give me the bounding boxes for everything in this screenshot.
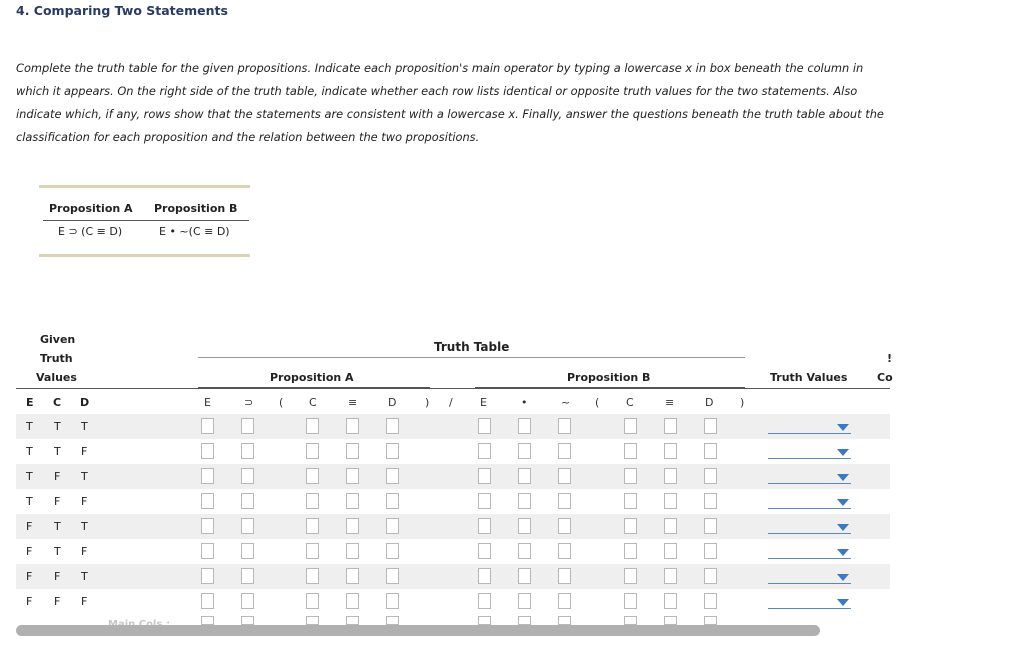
truth-value-input[interactable] <box>241 418 254 434</box>
truth-value-input[interactable] <box>558 493 571 509</box>
dropdown-arrow-icon <box>837 449 849 456</box>
truth-value-input[interactable] <box>518 468 531 484</box>
given-value-cell: T <box>26 420 33 433</box>
truth-value-input[interactable] <box>241 518 254 534</box>
prop-a-symbol: ≡ <box>348 396 358 409</box>
truth-value-input[interactable] <box>558 543 571 559</box>
truth-value-input[interactable] <box>386 568 399 584</box>
dropdown-arrow-icon <box>837 424 849 431</box>
truth-value-input[interactable] <box>518 493 531 509</box>
header-rule <box>16 388 890 389</box>
truth-value-input[interactable] <box>518 443 531 459</box>
consistent-header-top: ! <box>887 352 893 365</box>
dropdown-arrow-icon <box>837 524 849 531</box>
prop-b-symbol: ~ <box>561 396 571 409</box>
truth-value-input[interactable] <box>624 518 637 534</box>
table-row <box>16 564 890 589</box>
dropdown-arrow-icon <box>837 499 849 506</box>
truth-value-input[interactable] <box>624 443 637 459</box>
truth-value-input[interactable] <box>201 493 214 509</box>
proposition-a-label: Proposition A <box>49 202 133 215</box>
truth-value-input[interactable] <box>624 493 637 509</box>
proposition-b-formula: E • ~(C ≡ D) <box>159 225 230 238</box>
given-value-cell: T <box>26 495 33 508</box>
truth-value-input[interactable] <box>478 593 491 609</box>
prop-b-symbol: C <box>626 396 634 409</box>
prop-b-symbol: ) <box>740 396 745 409</box>
prop-b-rule <box>475 387 745 388</box>
truth-values-dropdown[interactable] <box>768 594 851 609</box>
dropdown-arrow-icon <box>837 474 849 481</box>
truth-value-input[interactable] <box>201 543 214 559</box>
horizontal-scrollbar[interactable] <box>16 625 820 636</box>
truth-value-input[interactable] <box>664 493 677 509</box>
truth-value-input[interactable] <box>664 543 677 559</box>
given-value-cell: T <box>26 470 33 483</box>
proposition-b-header: Proposition B <box>567 371 651 384</box>
table-row <box>16 439 890 464</box>
truth-value-input[interactable] <box>624 593 637 609</box>
given-label: Given <box>40 333 76 346</box>
truth-value-input[interactable] <box>558 518 571 534</box>
instructions-text: Complete the truth table for the given propositions. Indicate each proposition's main operator by typing a lowercase x in box beneath the column in which it appears. On the right side of the truth table, indicate whether each row lists identical or opposite truth values for the two statements. Also indicate which, if any, rows show that the statements are consistent with a lowercase x. Finally, answer the questions beneath the truth table about the classification for each proposition and the relation between the two propositions. <box>16 61 884 144</box>
truth-value-input[interactable] <box>478 568 491 584</box>
truth-table-title: Truth Table <box>434 340 510 354</box>
truth-value-input[interactable] <box>624 543 637 559</box>
given-value-cell: F <box>54 470 61 483</box>
truth-value-input[interactable] <box>201 518 214 534</box>
truth-values-dropdown[interactable] <box>768 444 851 459</box>
prop-b-symbol: D <box>705 396 714 409</box>
prop-a-symbol: ( <box>279 396 284 409</box>
truth-value-input[interactable] <box>346 543 359 559</box>
truth-value-input[interactable] <box>478 543 491 559</box>
truth-value-input[interactable] <box>478 493 491 509</box>
truth-value-input[interactable] <box>201 568 214 584</box>
truth-value-input[interactable] <box>346 443 359 459</box>
truth-value-input[interactable] <box>306 493 319 509</box>
truth-value-input[interactable] <box>478 418 491 434</box>
proposition-b-label: Proposition B <box>154 202 238 215</box>
given-value-cell: F <box>26 520 33 533</box>
given-value-cell: F <box>54 570 61 583</box>
truth-value-input[interactable] <box>386 493 399 509</box>
proposition-a-header: Proposition A <box>270 371 354 384</box>
truth-value-input[interactable] <box>704 518 717 534</box>
truth-value-input[interactable] <box>346 593 359 609</box>
col-c: C <box>53 396 62 409</box>
truth-value-input[interactable] <box>241 593 254 609</box>
slash-separator: / <box>449 396 453 409</box>
table-row <box>16 539 890 564</box>
truth-value-input[interactable] <box>306 593 319 609</box>
prop-a-symbol: E <box>204 396 211 409</box>
truth-value-input[interactable] <box>704 568 717 584</box>
col-d: D <box>80 396 90 409</box>
table-row <box>16 489 890 514</box>
truth-values-dropdown[interactable] <box>768 544 851 559</box>
truth-value-input[interactable] <box>201 418 214 434</box>
given-value-cell: T <box>54 520 61 533</box>
values-label: Values <box>36 371 77 384</box>
given-value-cell: T <box>54 420 61 433</box>
truth-value-input[interactable] <box>306 443 319 459</box>
truth-value-input[interactable] <box>664 518 677 534</box>
prop-b-symbol: ( <box>595 396 600 409</box>
truth-value-input[interactable] <box>704 543 717 559</box>
truth-value-input[interactable] <box>306 518 319 534</box>
truth-value-input[interactable] <box>558 418 571 434</box>
given-value-cell: T <box>54 445 61 458</box>
truth-value-input[interactable] <box>241 468 254 484</box>
given-value-cell: T <box>81 420 88 433</box>
given-value-cell: T <box>81 570 88 583</box>
truth-value-input[interactable] <box>386 418 399 434</box>
prop-a-symbol: ) <box>425 396 430 409</box>
prop-b-symbol: E <box>480 396 487 409</box>
prop-a-symbol: ⊃ <box>244 396 254 409</box>
table-row <box>16 589 890 614</box>
col-e: E <box>26 396 34 409</box>
truth-value-input[interactable] <box>518 518 531 534</box>
prop-b-symbol: ≡ <box>665 396 675 409</box>
truth-value-input[interactable] <box>664 468 677 484</box>
truth-values-header: Truth Values <box>770 371 848 384</box>
truth-label: Truth <box>40 352 73 365</box>
given-value-cell: F <box>26 545 33 558</box>
truth-value-input[interactable] <box>624 468 637 484</box>
truth-values-dropdown[interactable] <box>768 469 851 484</box>
truth-value-input[interactable] <box>518 543 531 559</box>
prop-a-symbol: D <box>388 396 397 409</box>
truth-value-input[interactable] <box>306 468 319 484</box>
truth-value-input[interactable] <box>346 518 359 534</box>
truth-value-input[interactable] <box>558 443 571 459</box>
given-value-cell: T <box>26 445 33 458</box>
truth-value-input[interactable] <box>386 593 399 609</box>
truth-value-input[interactable] <box>386 543 399 559</box>
given-value-cell: F <box>81 545 88 558</box>
truth-value-input[interactable] <box>201 593 214 609</box>
prop-a-symbol: C <box>309 396 317 409</box>
truth-value-input[interactable] <box>386 518 399 534</box>
truth-value-input[interactable] <box>704 593 717 609</box>
truth-value-input[interactable] <box>518 568 531 584</box>
given-value-cell: T <box>81 520 88 533</box>
truth-value-input[interactable] <box>241 543 254 559</box>
truth-value-input[interactable] <box>386 468 399 484</box>
consistent-header: Co <box>877 371 893 384</box>
truth-value-input[interactable] <box>306 543 319 559</box>
dropdown-arrow-icon <box>837 549 849 556</box>
given-value-cell: F <box>26 570 33 583</box>
truth-value-input[interactable] <box>241 443 254 459</box>
truth-value-input[interactable] <box>241 493 254 509</box>
propositions-divider <box>43 220 249 221</box>
dropdown-arrow-icon <box>837 599 849 606</box>
given-value-cell: F <box>26 595 33 608</box>
truth-table-rule <box>198 357 745 358</box>
truth-value-input[interactable] <box>664 593 677 609</box>
truth-value-input[interactable] <box>704 443 717 459</box>
truth-value-input[interactable] <box>664 568 677 584</box>
truth-value-input[interactable] <box>241 568 254 584</box>
truth-value-input[interactable] <box>664 418 677 434</box>
given-value-cell: T <box>54 545 61 558</box>
dropdown-arrow-icon <box>837 574 849 581</box>
truth-value-input[interactable] <box>558 468 571 484</box>
truth-value-input[interactable] <box>558 568 571 584</box>
table-row <box>16 414 890 439</box>
truth-value-input[interactable] <box>346 418 359 434</box>
given-value-cell: F <box>54 495 61 508</box>
given-value-cell: F <box>81 595 88 608</box>
truth-value-input[interactable] <box>704 468 717 484</box>
truth-value-input[interactable] <box>346 468 359 484</box>
given-value-cell: F <box>54 595 61 608</box>
truth-values-dropdown[interactable] <box>768 419 851 434</box>
truth-value-input[interactable] <box>306 418 319 434</box>
given-value-cell: F <box>81 445 88 458</box>
truth-value-input[interactable] <box>558 593 571 609</box>
table-row <box>16 514 890 539</box>
truth-value-input[interactable] <box>518 593 531 609</box>
truth-value-input[interactable] <box>664 443 677 459</box>
truth-value-input[interactable] <box>346 568 359 584</box>
table-row <box>16 464 890 489</box>
truth-value-input[interactable] <box>624 568 637 584</box>
given-value-cell: T <box>81 470 88 483</box>
given-value-cell: F <box>81 495 88 508</box>
truth-value-input[interactable] <box>346 493 359 509</box>
page-heading: 4. Comparing Two Statements <box>16 3 228 18</box>
truth-value-input[interactable] <box>624 418 637 434</box>
truth-value-input[interactable] <box>704 418 717 434</box>
truth-value-input[interactable] <box>201 443 214 459</box>
truth-value-input[interactable] <box>478 518 491 534</box>
truth-value-input[interactable] <box>201 468 214 484</box>
truth-value-input[interactable] <box>518 418 531 434</box>
truth-value-input[interactable] <box>386 443 399 459</box>
truth-value-input[interactable] <box>306 568 319 584</box>
truth-value-input[interactable] <box>704 493 717 509</box>
truth-value-input[interactable] <box>478 443 491 459</box>
truth-values-dropdown[interactable] <box>768 569 851 584</box>
truth-values-dropdown[interactable] <box>768 519 851 534</box>
truth-value-input[interactable] <box>478 468 491 484</box>
propositions-box <box>39 185 250 257</box>
prop-a-rule <box>198 387 430 388</box>
truth-values-dropdown[interactable] <box>768 494 851 509</box>
prop-b-symbol: • <box>521 396 528 409</box>
proposition-a-formula: E ⊃ (C ≡ D) <box>58 225 123 238</box>
